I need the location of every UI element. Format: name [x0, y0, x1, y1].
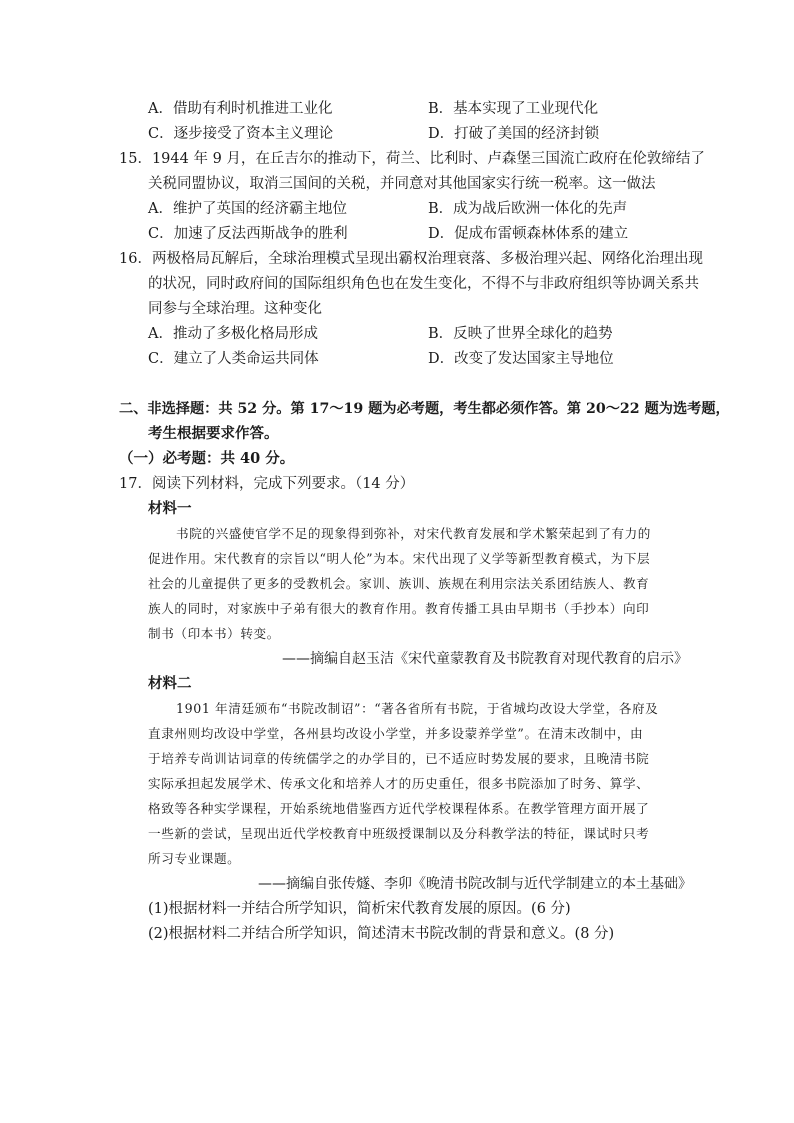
material-2-line: 一些新的尝试，呈现出近代学校教育中班级授课制以及分科教学法的特征，课试时只考 [148, 826, 650, 841]
q17-ask-2: (2)根据材料二并结合所学知识，简述清末书院改制的背景和意义。(8 分) [148, 926, 615, 942]
required-subsection-heading: （一）必考题：共 40 分。 [119, 450, 295, 467]
q15-stem-line-1: 15．1944 年 9 月，在丘吉尔的推动下，荷兰、比利时、卢森堡三国流亡政府在伦敦缔结了 [119, 151, 705, 167]
material-1-line: 制书（印本书）转变。 [148, 626, 280, 641]
material-2-line: 格致等各种实学课程，开始系统地借鉴西方近代学校课程体系。在教学管理方面开展了 [148, 801, 650, 816]
q16-stem-line-2: 的状况，同时政府间的国际组织角色也在发生变化，不得不与非政府组织等协调关系共 [148, 276, 699, 292]
material-2-source: ——摘编自张传燧、李卯《晚清书院改制与近代学制建立的本土基础》 [258, 876, 692, 892]
q14-option-a: A．借助有利时机推进工业化 [148, 101, 333, 117]
material-2-line: 于培养专尚训诂词章的传统儒学之的办学目的，已不适应时势发展的要求，且晚清书院 [148, 751, 650, 766]
q17-intro: 17．阅读下列材料，完成下列要求。（14 分） [119, 476, 415, 492]
material-1-source: ——摘编自赵玉洁《宋代童蒙教育及书院教育对现代教育的启示》 [282, 651, 688, 667]
q15-option-a: A．维护了英国的经济霸主地位 [148, 201, 347, 217]
q16-stem-line-1: 16．两极格局瓦解后，全球治理模式呈现出霸权治理衰落、多极治理兴起、网络化治理出现 [119, 251, 703, 267]
section-2-heading-line-2: 考生根据要求作答。 [148, 425, 279, 442]
material-2-line: 所习专业课题。 [148, 851, 241, 866]
q16-stem-line-3: 同参与全球治理。这种变化 [148, 301, 322, 317]
q16-option-c: C．建立了人类命运共同体 [148, 351, 319, 367]
material-2-line: 1901 年清廷颁布“书院改制诏”：“著各省所有书院，于省城均改设大学堂，各府及 [176, 701, 659, 716]
q14-option-d: D．打破了美国的经济封锁 [428, 126, 600, 142]
material-2-title: 材料二 [148, 675, 192, 692]
material-1-line: 书院的兴盛使官学不足的现象得到弥补，对宋代教育发展和学术繁荣起到了有力的 [176, 526, 651, 541]
material-2-line: 直隶州则均改设中学堂，各州县均改设小学堂，并多设蒙养学堂”。在清末改制中，由 [148, 726, 644, 741]
material-2-line: 实际承担起发展学术、传承文化和培养人才的历史重任，很多书院添加了时务、算学、 [148, 776, 650, 791]
q14-option-c: C．逐步接受了资本主义理论 [148, 126, 334, 142]
q16-option-d: D．改变了发达国家主导地位 [428, 351, 614, 367]
section-2-heading-line-1: 二、非选择题：共 52 分。第 17～19 题为必考题，考生都必须作答。第 20～22 题为选考题， [119, 401, 730, 417]
material-1-title: 材料一 [148, 500, 192, 517]
material-1-line: 社会的儿童提供了更多的受教机会。家训、族训、族规在利用宗法关系团结族人、教育 [148, 576, 650, 591]
q17-ask-1: (1)根据材料一并结合所学知识，简析宋代教育发展的原因。(6 分) [148, 901, 571, 917]
q16-option-a: A．推动了多极化格局形成 [148, 326, 318, 342]
q14-option-b: B．基本实现了工业现代化 [428, 101, 599, 117]
q16-option-b: B．反映了世界全球化的趋势 [428, 326, 613, 342]
q15-option-c: C．加速了反法西斯战争的胜利 [148, 226, 348, 242]
q15-option-b: B．成为战后欧洲一体化的先声 [428, 201, 628, 217]
material-1-line: 族人的同时，对家族中子弟有很大的教育作用。教育传播工具由早期书（手抄本）向印 [148, 601, 650, 616]
q15-option-d: D．促成布雷顿森林体系的建立 [428, 226, 629, 242]
material-1-line: 促进作用。宋代教育的宗旨以“明人伦”为本。宋代出现了义学等新型教育模式，为下层 [148, 551, 651, 566]
q15-stem-line-2: 关税同盟协议，取消三国间的关税，并同意对其他国家实行统一税率。这一做法 [148, 176, 656, 192]
